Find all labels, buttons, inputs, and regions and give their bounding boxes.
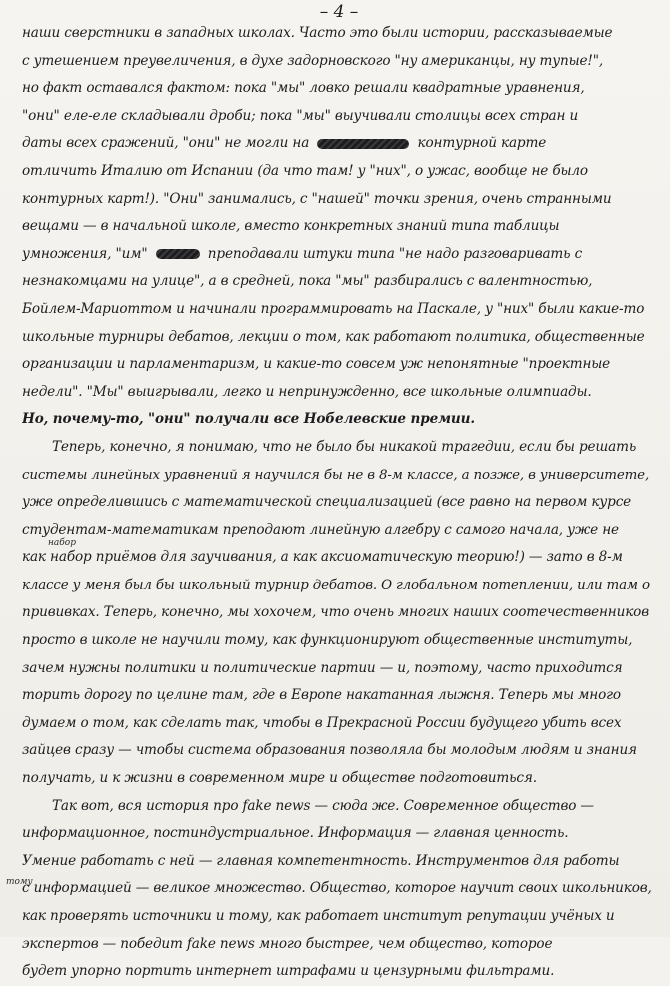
text-line: но факт оставался фактом: пока "мы" ловко решали квадратные уравнения, — [22, 80, 585, 97]
text-line: думаем о том, как сделать так, чтобы в Прекрасной России будущего убить всех — [22, 714, 622, 731]
text-line: информационное, постиндустриальное. Информация — главная ценность. — [22, 825, 569, 842]
text-line: как проверять источники и тому, как работает институт репутации учёных и — [22, 908, 615, 924]
text-fragment: умножения, "им" — [22, 245, 148, 262]
text-fragment: преподавали штуки типа "не надо разговаривать с — [207, 245, 583, 262]
strikethrough-scribble — [156, 249, 200, 259]
text-line: будет упорно портить интернет штрафами и цензурными фильтрами. — [22, 963, 555, 980]
text-line: незнакомцами на улице", а в средней, пока "мы" разбирались с валентностью, — [22, 273, 593, 290]
text-line: с информацией — великое множество. Общество, которое научит своих школьников, — [22, 880, 652, 897]
text-fragment: даты всех сражений, "они" не могли на — [22, 135, 310, 152]
text-line: зачем нужны политики и политические партии — и, поэтому, часто приходится — [22, 659, 623, 676]
text-line: системы линейных уравнений я научился бы не в 8-м классе, а позже, в университете, — [22, 467, 650, 483]
text-line: торить дорогу по целине там, где в Европе накатанная лыжня. Теперь мы много — [22, 687, 621, 704]
text-line: Бойлем-Мариоттом и начинали программировать на Паскале, у "них" были какие-то — [22, 300, 645, 317]
text-line: недели". "Мы" выигрывали, легко и непринужденно, все школьные олимпиады. — [22, 383, 592, 400]
text-line: студентам-математикам преподают линейную алгебру с самого начала, уже не — [22, 521, 619, 538]
handwritten-insertion: тому — [6, 877, 33, 887]
handwritten-insertion: набор — [48, 538, 76, 548]
text-line — [22, 130, 656, 158]
text-line: прививках. Теперь, конечно, мы хохочем, что очень многих наших соотечественников — [22, 604, 649, 621]
text-line: вещами — в начальной школе, вместо конкретных знаний типа таблицы — [22, 218, 560, 235]
text-line: Но, почему-то, "они" получали все Нобелевские премии. — [22, 411, 475, 428]
text-line: наши сверстники в западных школах. Часто это были истории, рассказываемые — [22, 25, 613, 41]
text-line: с утешением преувеличения, в духе задорновского "ну американцы, ну тупые!", — [22, 52, 604, 69]
text-line: классе у меня был бы школьный турнир дебатов. О глобальном потеплении, или там о — [22, 577, 650, 593]
text-line: контурных карт!). "Они" занимались, с "нашей" точки зрения, очень странными — [22, 190, 612, 207]
page-number: – 4 – — [319, 2, 359, 22]
text-line: зайцев сразу — чтобы система образования позволяла бы молодым людям и знания — [22, 742, 637, 759]
text-line: экспертов — победит fake news много быстрее, чем общество, которое — [22, 935, 553, 952]
text-line: отличить Италию от Испании (да что там! у "них", о ужас, вообще не было — [22, 162, 588, 179]
text-fragment: контурной карте — [417, 135, 547, 152]
text-line: Умение работать с ней — главная компетентность. Инструментов для работы — [22, 852, 620, 869]
text-line: школьные турниры дебатов, лекции о том, как работают политика, общественные — [22, 328, 645, 345]
text-line: получать, и к жизни в современном мире и обществе подготовиться. — [22, 770, 537, 787]
text-line: как набор приёмов для заучивания, а как аксиоматическую теорию!) — зато в 8-м — [22, 549, 623, 566]
text-line — [22, 241, 656, 269]
text-line: уже определившись с математической специализацией (все равно на первом курсе — [22, 494, 632, 511]
text-line: просто в школе не научили тому, как функционируют общественные институты, — [22, 632, 633, 649]
text-line: организации и парламентаризм, и какие-то совсем уж непонятные "проектные — [22, 356, 611, 373]
text-line: "они" еле-еле складывали дроби; пока "мы" выучивали столицы всех стран и — [22, 107, 579, 124]
page-body — [22, 20, 656, 986]
strikethrough-scribble — [317, 139, 409, 149]
paragraph-start-line: Так вот, вся история про fake news — сюда же. Современное общество — — [52, 797, 594, 814]
paragraph-start-line: Теперь, конечно, я понимаю, что не было бы никакой трагедии, если бы решать — [52, 438, 637, 455]
